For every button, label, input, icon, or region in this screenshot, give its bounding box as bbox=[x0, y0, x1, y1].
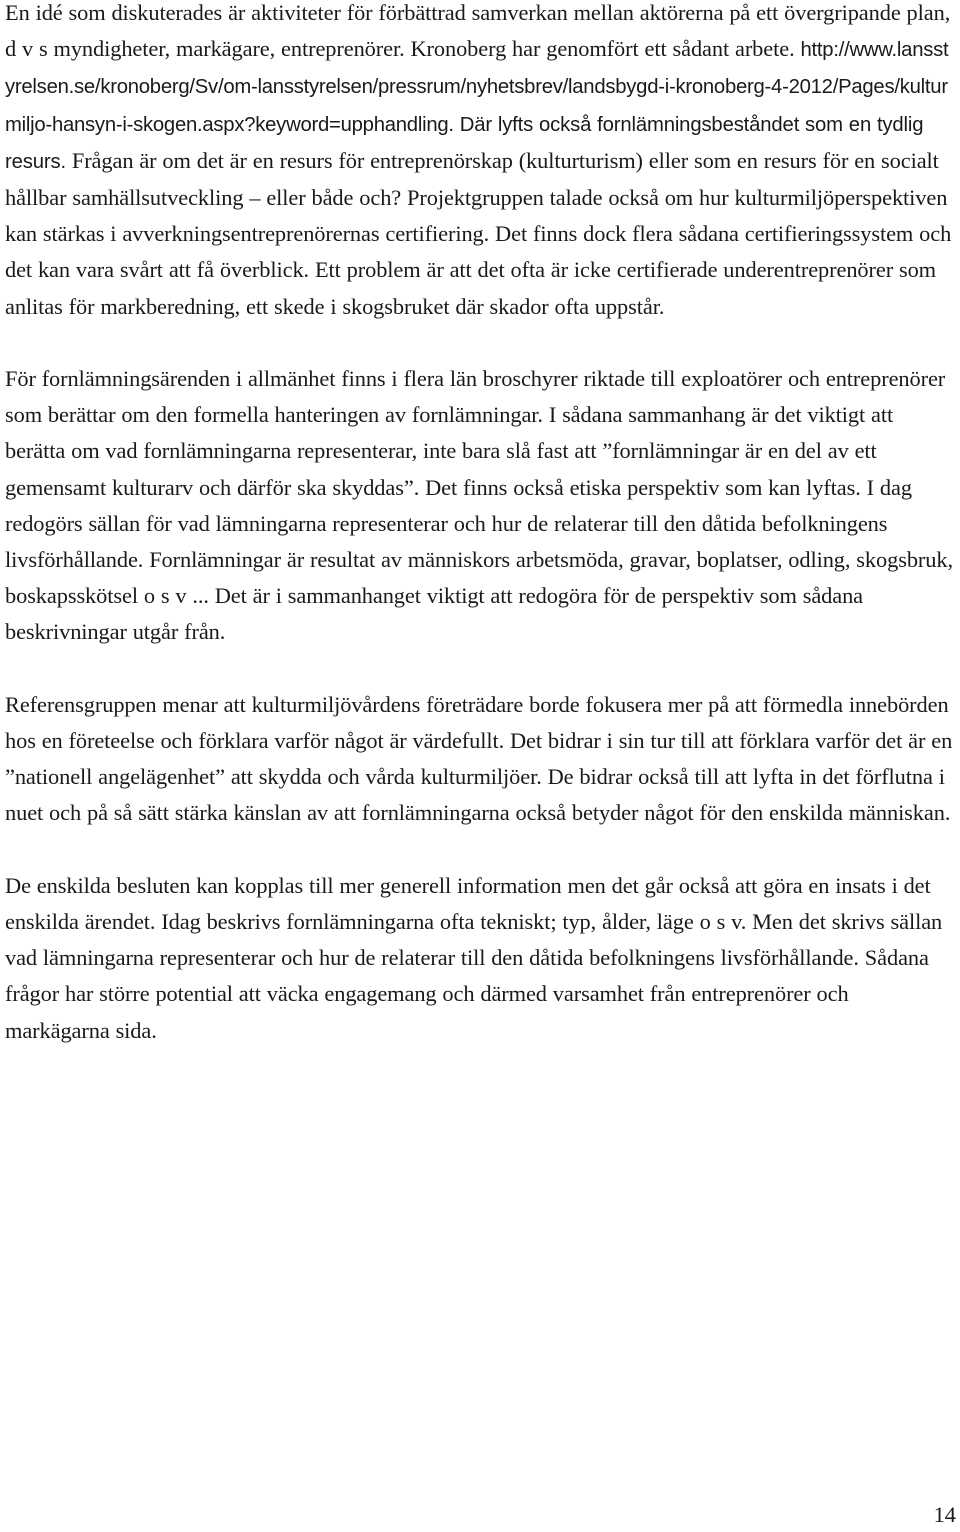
paragraph-1 bbox=[5, 0, 955, 325]
paragraph-2: För fornlämningsärenden i allmänhet finns i flera län broschyrer riktade till exploatörer och entreprenörer som berättar om den formella hanteringen av fornlämningar. I sådana sammanhang är det viktigt att berätta om vad fornlämningarna representerar, inte bara slå fast att ”fornlämningar är en del av ett gemensamt kulturarv och därför ska skyddas”. Det finns också etiska perspektiv som kan lyftas. I dag redogörs sällan för vad lämningarna representerar och hur de relaterar till den dåtida befolkningens livsförhållande. Fornlämningar är resultat av människors arbetsmöda, gravar, boplatser, odling, skogsbruk, boskapsskötsel o s v ... Det är i sammanhanget viktigt att redogöra för de perspektiv som sådana beskrivningar utgår från. bbox=[5, 366, 953, 645]
page-number: 14 bbox=[933, 1502, 956, 1527]
document-page bbox=[5, 0, 955, 1049]
paragraph-3: Referensgruppen menar att kulturmiljövårdens företrädare borde fokusera mer på att förmedla innebörden hos en företeelse och förklara varför något är värdefullt. Det bidrar i sin tur till att förklara varför det är en ”nationell angelägenhet” att skydda och vårda kulturmiljöer. De bidrar också till att lyfta in det förflutna i nuet och på så sätt stärka känslan av att fornlämningarna också betyder något för den enskilda människan. bbox=[5, 691, 953, 826]
press-release-link[interactable]: http://www.lansstyrelsen.se/kronoberg/Sv/om-lansstyrelsen/pressrum/nyhetsbrev/landsbygd-i-kronoberg-4-2012/Pages/kulturmiljo-hansyn-i-skogen.aspx?keyword=upphandling. bbox=[5, 39, 949, 136]
paragraph-1-body: Frågan är om det är en resurs för entreprenörskap (kulturturism) eller som en resurs för en socialt hållbar samhällsutveckling – eller både och? Projektgruppen talade också om hur kulturmiljöperspektiven kan stärkas i avverkningsentreprenörernas certifiering. Det finns dock flera sådana certifieringssystem och det kan vara svårt att få överblick. Ett problem är att det ofta är icke certifierade underentreprenörer som anlitas för markberedning, ett skede i skogsbruket där skador ofta uppstår. bbox=[5, 147, 952, 319]
paragraph-1-resource-sentence: Där lyfts också fornlämningsbeståndet som en tydlig resurs. bbox=[5, 113, 924, 173]
paragraph-4: De enskilda besluten kan kopplas till mer generell information men det går också att göra en insats i det enskilda ärendet. Idag beskrivs fornlämningarna ofta tekniskt; typ, ålder, läge o s v. Men det skrivs sällan vad lämningarna representerar och hur de relaterar till den dåtida befolkningens livsförhållande. Sådana frågor har större potential att väcka engagemang och därmed varsamhet från entreprenörer och markägarna sida. bbox=[5, 872, 943, 1043]
paragraph-1-intro: En idé som diskuterades är aktiviteter för förbättrad samverkan mellan aktörerna på ett övergripande plan, d v s myndigheter, markägare, entreprenörer. Kronoberg har genomfört ett sådant arbete. bbox=[5, 0, 951, 62]
